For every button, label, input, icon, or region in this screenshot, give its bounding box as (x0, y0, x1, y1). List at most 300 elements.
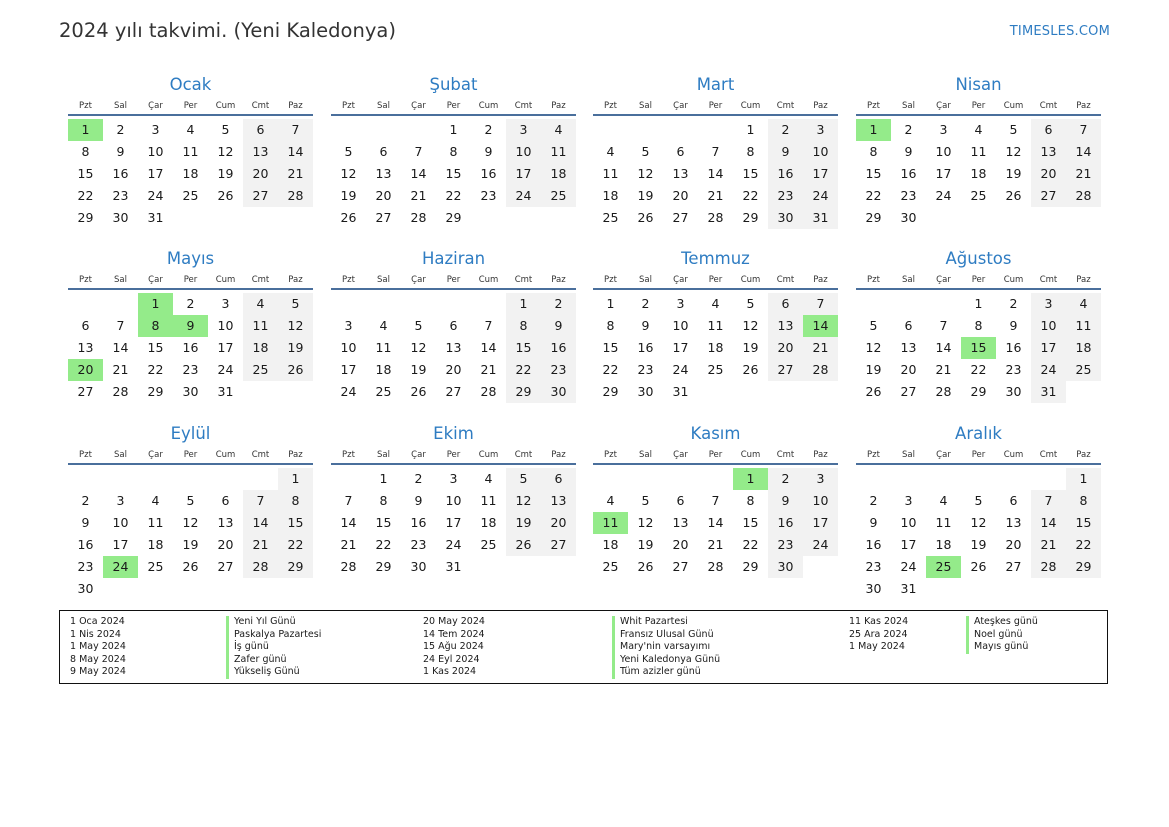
month-title: Ağustos (945, 249, 1012, 268)
empty-cell (436, 293, 471, 315)
day-cell: 21 (112, 362, 129, 377)
day-cell: 27 (375, 210, 392, 225)
empty-cell (996, 468, 1031, 490)
day-cell: 24 (900, 559, 917, 574)
day-cell: 19 (278, 337, 313, 359)
empty-cell (891, 293, 926, 315)
month-calendar (593, 422, 838, 578)
weekday-header (593, 272, 838, 290)
day-cell: 14 (278, 141, 313, 163)
empty-cell (628, 468, 663, 490)
day-cell: 30 (541, 381, 576, 403)
day-cell: 31 (1031, 381, 1066, 403)
month-calendar (856, 422, 1101, 600)
day-cell: 10 (340, 340, 357, 355)
day-cell: 21 (1031, 534, 1066, 556)
day-cell: 2 (904, 122, 913, 137)
day-cell: 30 (182, 384, 199, 399)
day-cell: 27 (672, 210, 689, 225)
day-cell: 11 (541, 141, 576, 163)
day-cell: 11 (970, 144, 987, 159)
day-cell: 7 (116, 318, 125, 333)
weekday-label: Paz (551, 275, 566, 285)
weekday-label: Per (183, 450, 198, 460)
day-cell: 24 (147, 188, 164, 203)
day-cell: 9 (541, 315, 576, 337)
day-cell: 7 (1031, 490, 1066, 512)
weekday-header (856, 447, 1101, 465)
day-cell: 26 (742, 362, 759, 377)
day-cell: 7 (414, 144, 423, 159)
day-cell: 6 (676, 493, 685, 508)
day-cell: 18 (602, 188, 619, 203)
day-cell: 18 (707, 340, 724, 355)
day-cell: 2 (484, 122, 493, 137)
day-cell: 12 (865, 340, 882, 355)
day-cell: 15 (742, 515, 759, 530)
day-cell: 10 (112, 515, 129, 530)
day-cell: 22 (375, 537, 392, 552)
day-cell: 6 (243, 119, 278, 141)
day-cell: 7 (243, 490, 278, 512)
day-cell: 2 (641, 296, 650, 311)
month-calendar (68, 73, 313, 229)
weekday-label: Paz (288, 101, 303, 111)
day-cell: 29 (602, 384, 619, 399)
holiday-name: Yeni Kaledonya Günü (612, 654, 720, 667)
day-cell: 26 (182, 559, 199, 574)
days-grid (856, 468, 1101, 600)
empty-cell (1031, 468, 1066, 490)
holiday-name: Ateşkes günü (966, 616, 1038, 629)
day-cell: 22 (1066, 534, 1101, 556)
weekday-label: Sal (639, 275, 652, 285)
days-grid (593, 119, 838, 229)
weekday-label: Cum (1003, 101, 1024, 111)
day-cell: 17 (803, 512, 838, 534)
day-cell: 20 (900, 362, 917, 377)
day-cell: 26 (217, 188, 234, 203)
day-cell: 19 (182, 537, 199, 552)
day-cell: 11 (602, 166, 619, 181)
day-cell: 23 (768, 185, 803, 207)
day-cell: 1 (746, 122, 755, 137)
month-title: Kasım (690, 424, 741, 443)
day-cell: 25 (480, 537, 497, 552)
day-cell: 11 (147, 515, 164, 530)
day-cell: 12 (278, 315, 313, 337)
day-cell: 3 (904, 493, 913, 508)
weekday-label: Cmt (1039, 101, 1058, 111)
day-cell: 11 (935, 515, 952, 530)
day-cell: 2 (186, 296, 195, 311)
weekday-label: Cmt (776, 101, 795, 111)
day-cell: 25 (707, 362, 724, 377)
legend-names-column (612, 616, 720, 679)
weekday-label: Cum (478, 275, 499, 285)
empty-cell (593, 119, 628, 141)
weekday-label: Cmt (514, 101, 533, 111)
day-cell: 6 (1031, 119, 1066, 141)
day-cell: 15 (506, 337, 541, 359)
empty-cell (243, 468, 278, 490)
day-cell: 9 (869, 515, 878, 530)
holiday-date: 1 May 2024 (70, 641, 126, 653)
weekday-label: Sal (902, 450, 915, 460)
day-cell: 25 (147, 559, 164, 574)
day-cell: 11 (375, 340, 392, 355)
day-cell: 13 (900, 340, 917, 355)
day-cell: 3 (151, 122, 160, 137)
day-cell: 26 (410, 384, 427, 399)
day-cell: 1 (1066, 468, 1101, 490)
day-cell: 21 (707, 537, 724, 552)
day-cell: 23 (1005, 362, 1022, 377)
empty-cell (856, 468, 891, 490)
weekday-label: Çar (148, 101, 163, 111)
day-cell: 7 (939, 318, 948, 333)
day-cell: 19 (865, 362, 882, 377)
month-title: Şubat (429, 75, 478, 94)
weekday-label: Paz (1076, 275, 1091, 285)
day-cell: 24 (935, 188, 952, 203)
day-cell: 25 (970, 188, 987, 203)
weekday-label: Pzt (79, 275, 92, 285)
weekday-label: Per (183, 275, 198, 285)
weekday-label: Sal (639, 450, 652, 460)
holiday-name: Mayıs günü (966, 641, 1038, 654)
day-cell: 31 (900, 581, 917, 596)
holiday-day-cell: 14 (803, 315, 838, 337)
day-cell: 4 (541, 119, 576, 141)
day-cell: 3 (1031, 293, 1066, 315)
day-cell: 23 (541, 359, 576, 381)
day-cell: 3 (449, 471, 458, 486)
day-cell: 15 (375, 515, 392, 530)
day-cell: 30 (865, 581, 882, 596)
day-cell: 20 (217, 537, 234, 552)
day-cell: 6 (768, 293, 803, 315)
holiday-day-cell: 24 (103, 556, 138, 578)
day-cell: 29 (865, 210, 882, 225)
day-cell: 16 (541, 337, 576, 359)
day-cell: 18 (1066, 337, 1101, 359)
day-cell: 8 (506, 315, 541, 337)
day-cell: 10 (506, 141, 541, 163)
day-cell: 8 (606, 318, 615, 333)
weekday-label: Pzt (867, 450, 880, 460)
day-cell: 13 (541, 490, 576, 512)
holiday-day-cell: 1 (138, 293, 173, 315)
day-cell: 3 (803, 119, 838, 141)
empty-cell (698, 119, 733, 141)
month-title: Nisan (955, 75, 1002, 94)
weekday-label: Sal (902, 275, 915, 285)
day-cell: 19 (410, 362, 427, 377)
day-cell: 1 (974, 296, 983, 311)
day-cell: 31 (445, 559, 462, 574)
day-cell: 16 (900, 166, 917, 181)
holiday-date: 1 Nis 2024 (70, 628, 121, 640)
month-title: Temmuz (681, 249, 750, 268)
day-cell: 1 (449, 122, 458, 137)
day-cell: 10 (147, 144, 164, 159)
day-cell: 10 (803, 141, 838, 163)
month-title: Ekim (433, 424, 474, 443)
day-cell: 22 (602, 362, 619, 377)
day-cell: 15 (77, 166, 94, 181)
weekday-label: Paz (813, 450, 828, 460)
weekday-label: Cum (1003, 450, 1024, 460)
holiday-name: Whit Pazartesi (612, 616, 720, 629)
empty-cell (663, 468, 698, 490)
day-cell: 19 (340, 188, 357, 203)
day-cell: 5 (641, 144, 650, 159)
day-cell: 14 (410, 166, 427, 181)
empty-cell (331, 468, 366, 490)
empty-cell (103, 293, 138, 315)
day-cell: 24 (445, 537, 462, 552)
day-cell: 2 (768, 468, 803, 490)
day-cell: 4 (606, 493, 615, 508)
day-cell: 26 (970, 559, 987, 574)
holiday-day-cell: 25 (926, 556, 961, 578)
holiday-name: Yükseliş Günü (226, 666, 321, 679)
day-cell: 19 (637, 537, 654, 552)
day-cell: 14 (112, 340, 129, 355)
day-cell: 4 (1066, 293, 1101, 315)
empty-cell (68, 468, 103, 490)
holiday-day-cell: 15 (961, 337, 996, 359)
legend-dates-column (423, 616, 485, 679)
empty-cell (698, 468, 733, 490)
day-cell: 13 (217, 515, 234, 530)
day-cell: 29 (77, 210, 94, 225)
weekday-label: Cmt (1039, 275, 1058, 285)
day-cell: 3 (506, 119, 541, 141)
day-cell: 11 (182, 144, 199, 159)
day-cell: 27 (900, 384, 917, 399)
day-cell: 27 (672, 559, 689, 574)
day-cell: 22 (865, 188, 882, 203)
day-cell: 19 (637, 188, 654, 203)
day-cell: 29 (445, 210, 462, 225)
day-cell: 7 (1066, 119, 1101, 141)
day-cell: 4 (974, 122, 983, 137)
weekday-label: Çar (411, 275, 426, 285)
weekday-label: Pzt (604, 450, 617, 460)
empty-cell (926, 468, 961, 490)
holiday-date: 24 Eyl 2024 (423, 653, 480, 665)
day-cell: 28 (243, 556, 278, 578)
month-title: Haziran (421, 249, 486, 268)
holiday-name: Noel günü (966, 629, 1038, 642)
empty-cell (628, 119, 663, 141)
day-cell: 6 (1009, 493, 1018, 508)
day-cell: 22 (147, 362, 164, 377)
weekday-label: Çar (411, 450, 426, 460)
weekday-label: Cum (478, 101, 499, 111)
days-grid (68, 468, 313, 600)
day-cell: 14 (707, 166, 724, 181)
weekday-label: Cum (215, 450, 236, 460)
day-cell: 1 (278, 468, 313, 490)
day-cell: 30 (1005, 384, 1022, 399)
day-cell: 9 (904, 144, 913, 159)
day-cell: 21 (935, 362, 952, 377)
day-cell: 12 (340, 166, 357, 181)
day-cell: 10 (900, 515, 917, 530)
day-cell: 23 (900, 188, 917, 203)
weekday-label: Paz (813, 275, 828, 285)
month-calendar (856, 73, 1101, 229)
weekday-label: Sal (377, 450, 390, 460)
day-cell: 12 (637, 166, 654, 181)
day-cell: 12 (1005, 144, 1022, 159)
day-cell: 15 (278, 512, 313, 534)
day-cell: 5 (186, 493, 195, 508)
day-cell: 22 (506, 359, 541, 381)
weekday-label: Pzt (342, 450, 355, 460)
month-calendar (331, 247, 576, 403)
day-cell: 13 (243, 141, 278, 163)
day-cell: 16 (637, 340, 654, 355)
day-cell: 23 (480, 188, 497, 203)
day-cell: 10 (217, 318, 234, 333)
weekday-label: Pzt (867, 275, 880, 285)
day-cell: 23 (77, 559, 94, 574)
day-cell: 5 (506, 468, 541, 490)
day-cell: 28 (480, 384, 497, 399)
day-cell: 23 (410, 537, 427, 552)
empty-cell (366, 119, 401, 141)
day-cell: 24 (340, 384, 357, 399)
day-cell: 27 (217, 559, 234, 574)
day-cell: 10 (672, 318, 689, 333)
weekday-label: Cum (740, 275, 761, 285)
weekday-label: Paz (1076, 450, 1091, 460)
day-cell: 18 (147, 537, 164, 552)
weekday-label: Sal (114, 101, 127, 111)
day-cell: 4 (711, 296, 720, 311)
holiday-day-cell: 8 (138, 315, 173, 337)
day-cell: 22 (970, 362, 987, 377)
empty-cell (593, 468, 628, 490)
day-cell: 27 (77, 384, 94, 399)
day-cell: 22 (278, 534, 313, 556)
holiday-day-cell: 11 (593, 512, 628, 534)
day-cell: 16 (480, 166, 497, 181)
day-cell: 24 (803, 534, 838, 556)
day-cell: 20 (541, 512, 576, 534)
weekday-label: Çar (148, 275, 163, 285)
day-cell: 25 (1066, 359, 1101, 381)
weekday-label: Per (183, 101, 198, 111)
weekday-header (68, 272, 313, 290)
day-cell: 16 (77, 537, 94, 552)
day-cell: 16 (112, 166, 129, 181)
day-cell: 6 (81, 318, 90, 333)
day-cell: 31 (147, 210, 164, 225)
day-cell: 31 (803, 207, 838, 229)
day-cell: 3 (939, 122, 948, 137)
day-cell: 29 (970, 384, 987, 399)
day-cell: 15 (445, 166, 462, 181)
day-cell: 15 (147, 340, 164, 355)
days-grid (856, 119, 1101, 229)
day-cell: 22 (77, 188, 94, 203)
holiday-name: Fransız Ulusal Günü (612, 629, 720, 642)
day-cell: 11 (707, 318, 724, 333)
empty-cell (856, 293, 891, 315)
day-cell: 20 (1031, 163, 1066, 185)
weekday-label: Cmt (1039, 450, 1058, 460)
day-cell: 7 (711, 493, 720, 508)
month-title: Mayıs (166, 249, 215, 268)
day-cell: 7 (278, 119, 313, 141)
weekday-label: Pzt (342, 275, 355, 285)
weekday-label: Cmt (514, 275, 533, 285)
day-cell: 9 (1009, 318, 1018, 333)
day-cell: 28 (1031, 556, 1066, 578)
day-cell: 2 (541, 293, 576, 315)
holiday-name: Mary'nin varsayımı (612, 641, 720, 654)
day-cell: 18 (602, 537, 619, 552)
day-cell: 17 (900, 537, 917, 552)
day-cell: 4 (151, 493, 160, 508)
legend-dates-column (70, 616, 126, 679)
day-cell: 21 (1066, 163, 1101, 185)
day-cell: 31 (672, 384, 689, 399)
day-cell: 18 (480, 515, 497, 530)
site-link[interactable]: TIMESLES.COM (1009, 24, 1110, 39)
day-cell: 26 (278, 359, 313, 381)
weekday-label: Paz (813, 101, 828, 111)
day-cell: 1 (506, 293, 541, 315)
weekday-label: Cmt (776, 450, 795, 460)
day-cell: 6 (541, 468, 576, 490)
day-cell: 13 (768, 315, 803, 337)
day-cell: 13 (77, 340, 94, 355)
day-cell: 30 (112, 210, 129, 225)
day-cell: 3 (221, 296, 230, 311)
day-cell: 31 (217, 384, 234, 399)
day-cell: 6 (379, 144, 388, 159)
day-cell: 8 (869, 144, 878, 159)
day-cell: 23 (112, 188, 129, 203)
day-cell: 2 (1009, 296, 1018, 311)
weekday-label: Çar (673, 101, 688, 111)
day-cell: 17 (672, 340, 689, 355)
day-cell: 2 (869, 493, 878, 508)
holiday-date: 20 May 2024 (423, 616, 485, 627)
empty-cell (961, 468, 996, 490)
weekday-label: Sal (639, 101, 652, 111)
day-cell: 12 (970, 515, 987, 530)
day-cell: 5 (278, 293, 313, 315)
empty-cell (68, 293, 103, 315)
day-cell: 30 (900, 210, 917, 225)
day-cell: 5 (974, 493, 983, 508)
day-cell: 13 (672, 515, 689, 530)
empty-cell (138, 468, 173, 490)
day-cell: 5 (414, 318, 423, 333)
holiday-date: 15 Ağu 2024 (423, 641, 484, 653)
weekday-label: Paz (551, 450, 566, 460)
day-cell: 28 (1066, 185, 1101, 207)
day-cell: 7 (484, 318, 493, 333)
day-cell: 9 (81, 515, 90, 530)
